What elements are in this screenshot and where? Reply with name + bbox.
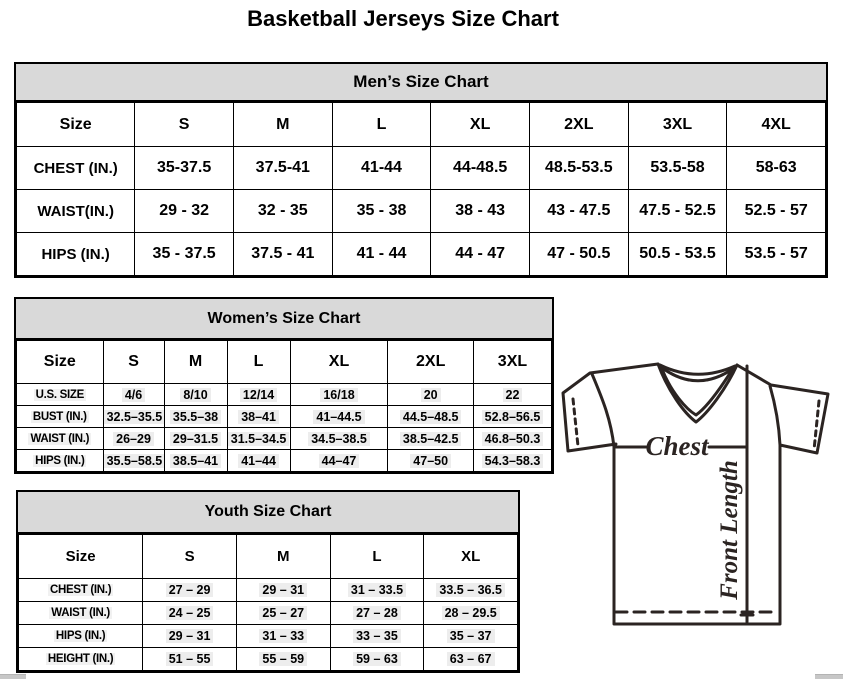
column-header: XL — [290, 341, 388, 384]
left-shoulder-seam — [592, 374, 614, 447]
size-value: 20 — [388, 384, 474, 406]
column-header: 3XL — [628, 103, 727, 147]
size-value: 31 – 33 — [236, 625, 330, 648]
size-value: 44-48.5 — [431, 147, 530, 190]
column-header: L — [332, 103, 431, 147]
table-row — [19, 602, 518, 625]
size-value: 47 - 50.5 — [529, 233, 628, 276]
size-value: 37.5-41 — [233, 147, 332, 190]
column-header: XL — [431, 103, 530, 147]
size-value: 12/14 — [227, 384, 290, 406]
size-header-row — [17, 103, 826, 147]
row-label: HIPS (IN.) — [17, 233, 135, 276]
size-value: 35 - 38 — [332, 190, 431, 233]
size-value: 52.8–56.5 — [473, 406, 551, 428]
mens-size-table — [16, 102, 826, 276]
youth-size-chart — [16, 490, 520, 673]
size-value: 27 – 29 — [143, 579, 237, 602]
size-value: 48.5-53.5 — [529, 147, 628, 190]
row-label: U.S. SIZE — [17, 384, 104, 406]
column-header: L — [330, 535, 424, 579]
size-value: 35-37.5 — [135, 147, 234, 190]
chest-label: Chest — [645, 431, 709, 461]
page-title: Basketball Jerseys Size Chart — [247, 6, 559, 31]
size-value: 55 – 59 — [236, 648, 330, 671]
column-header: M — [236, 535, 330, 579]
size-value: 29 – 31 — [236, 579, 330, 602]
column-header: M — [233, 103, 332, 147]
size-value: 47–50 — [388, 450, 474, 472]
column-header: Size — [17, 103, 135, 147]
left-cuff-dashed-line — [573, 399, 578, 446]
row-label: HIPS (IN.) — [19, 625, 143, 648]
row-label: WAIST(IN.) — [17, 190, 135, 233]
row-label: CHEST (IN.) — [17, 147, 135, 190]
table-row — [17, 147, 826, 190]
size-value: 34.5–38.5 — [290, 428, 388, 450]
column-header: 3XL — [473, 341, 551, 384]
table-row — [17, 428, 552, 450]
row-label: WAIST (IN.) — [19, 602, 143, 625]
size-value: 58-63 — [727, 147, 826, 190]
womens-size-chart — [14, 297, 554, 474]
table-row — [17, 406, 552, 428]
size-value: 32 - 35 — [233, 190, 332, 233]
size-value: 8/10 — [164, 384, 227, 406]
size-value: 38.5–42.5 — [388, 428, 474, 450]
size-value: 37.5 - 41 — [233, 233, 332, 276]
size-value: 33 – 35 — [330, 625, 424, 648]
row-label: BUST (IN.) — [17, 406, 104, 428]
right-shoulder-seam — [770, 386, 780, 445]
size-value: 24 – 25 — [143, 602, 237, 625]
column-header: 2XL — [388, 341, 474, 384]
column-header: S — [143, 535, 237, 579]
size-value: 25 – 27 — [236, 602, 330, 625]
column-header: L — [227, 341, 290, 384]
size-value: 29 - 32 — [135, 190, 234, 233]
size-value: 35 - 37.5 — [135, 233, 234, 276]
size-value: 27 – 28 — [330, 602, 424, 625]
column-header: Size — [17, 341, 104, 384]
row-label: WAIST (IN.) — [17, 428, 104, 450]
size-value: 59 – 63 — [330, 648, 424, 671]
size-value: 41–44 — [227, 450, 290, 472]
table-row — [19, 648, 518, 671]
table-row — [17, 384, 552, 406]
size-value: 44.5–48.5 — [388, 406, 474, 428]
youth-chart-title: Youth Size Chart — [18, 492, 518, 534]
size-value: 38–41 — [227, 406, 290, 428]
column-header: S — [135, 103, 234, 147]
horizontal-scrollbar-fragment-right[interactable] — [815, 674, 843, 679]
mens-size-chart — [14, 62, 828, 278]
column-header: Size — [19, 535, 143, 579]
column-header: 2XL — [529, 103, 628, 147]
size-header-row — [19, 535, 518, 579]
size-value: 31 – 33.5 — [330, 579, 424, 602]
youth-size-table — [18, 534, 518, 671]
column-header: S — [103, 341, 164, 384]
size-value: 26–29 — [103, 428, 164, 450]
mens-chart-title: Men’s Size Chart — [16, 64, 826, 102]
size-value: 51 – 55 — [143, 648, 237, 671]
size-value: 28 – 29.5 — [424, 602, 518, 625]
size-value: 44 - 47 — [431, 233, 530, 276]
size-value: 29–31.5 — [164, 428, 227, 450]
size-value: 47.5 - 52.5 — [628, 190, 727, 233]
size-value: 53.5-58 — [628, 147, 727, 190]
size-value: 43 - 47.5 — [529, 190, 628, 233]
size-value: 16/18 — [290, 384, 388, 406]
size-value: 41-44 — [332, 147, 431, 190]
table-row — [17, 233, 826, 276]
size-value: 35.5–58.5 — [103, 450, 164, 472]
size-value: 38.5–41 — [164, 450, 227, 472]
size-value: 33.5 – 36.5 — [424, 579, 518, 602]
horizontal-scrollbar-fragment-left[interactable] — [0, 674, 26, 679]
table-row — [17, 190, 826, 233]
size-value: 29 – 31 — [143, 625, 237, 648]
table-row — [19, 625, 518, 648]
size-value: 4/6 — [103, 384, 164, 406]
row-label: HIPS (IN.) — [17, 450, 104, 472]
size-value: 52.5 - 57 — [727, 190, 826, 233]
size-value: 41 - 44 — [332, 233, 431, 276]
row-label: HEIGHT (IN.) — [19, 648, 143, 671]
column-header: XL — [424, 535, 518, 579]
size-value: 35 – 37 — [424, 625, 518, 648]
size-value: 35.5–38 — [164, 406, 227, 428]
size-value: 54.3–58.3 — [473, 450, 551, 472]
size-value: 38 - 43 — [431, 190, 530, 233]
size-value: 63 – 67 — [424, 648, 518, 671]
column-header: M — [164, 341, 227, 384]
size-header-row — [17, 341, 552, 384]
row-label: CHEST (IN.) — [19, 579, 143, 602]
size-value: 31.5–34.5 — [227, 428, 290, 450]
front-length-label: Front Length — [716, 460, 743, 600]
size-value: 41–44.5 — [290, 406, 388, 428]
size-value: 53.5 - 57 — [727, 233, 826, 276]
womens-chart-title: Women’s Size Chart — [16, 299, 552, 340]
table-row — [17, 450, 552, 472]
jersey-measurement-diagram — [556, 358, 840, 634]
size-value: 22 — [473, 384, 551, 406]
womens-size-table — [16, 340, 552, 472]
table-row — [19, 579, 518, 602]
size-value: 46.8–50.3 — [473, 428, 551, 450]
size-value: 50.5 - 53.5 — [628, 233, 727, 276]
size-value: 32.5–35.5 — [103, 406, 164, 428]
column-header: 4XL — [727, 103, 826, 147]
size-value: 44–47 — [290, 450, 388, 472]
